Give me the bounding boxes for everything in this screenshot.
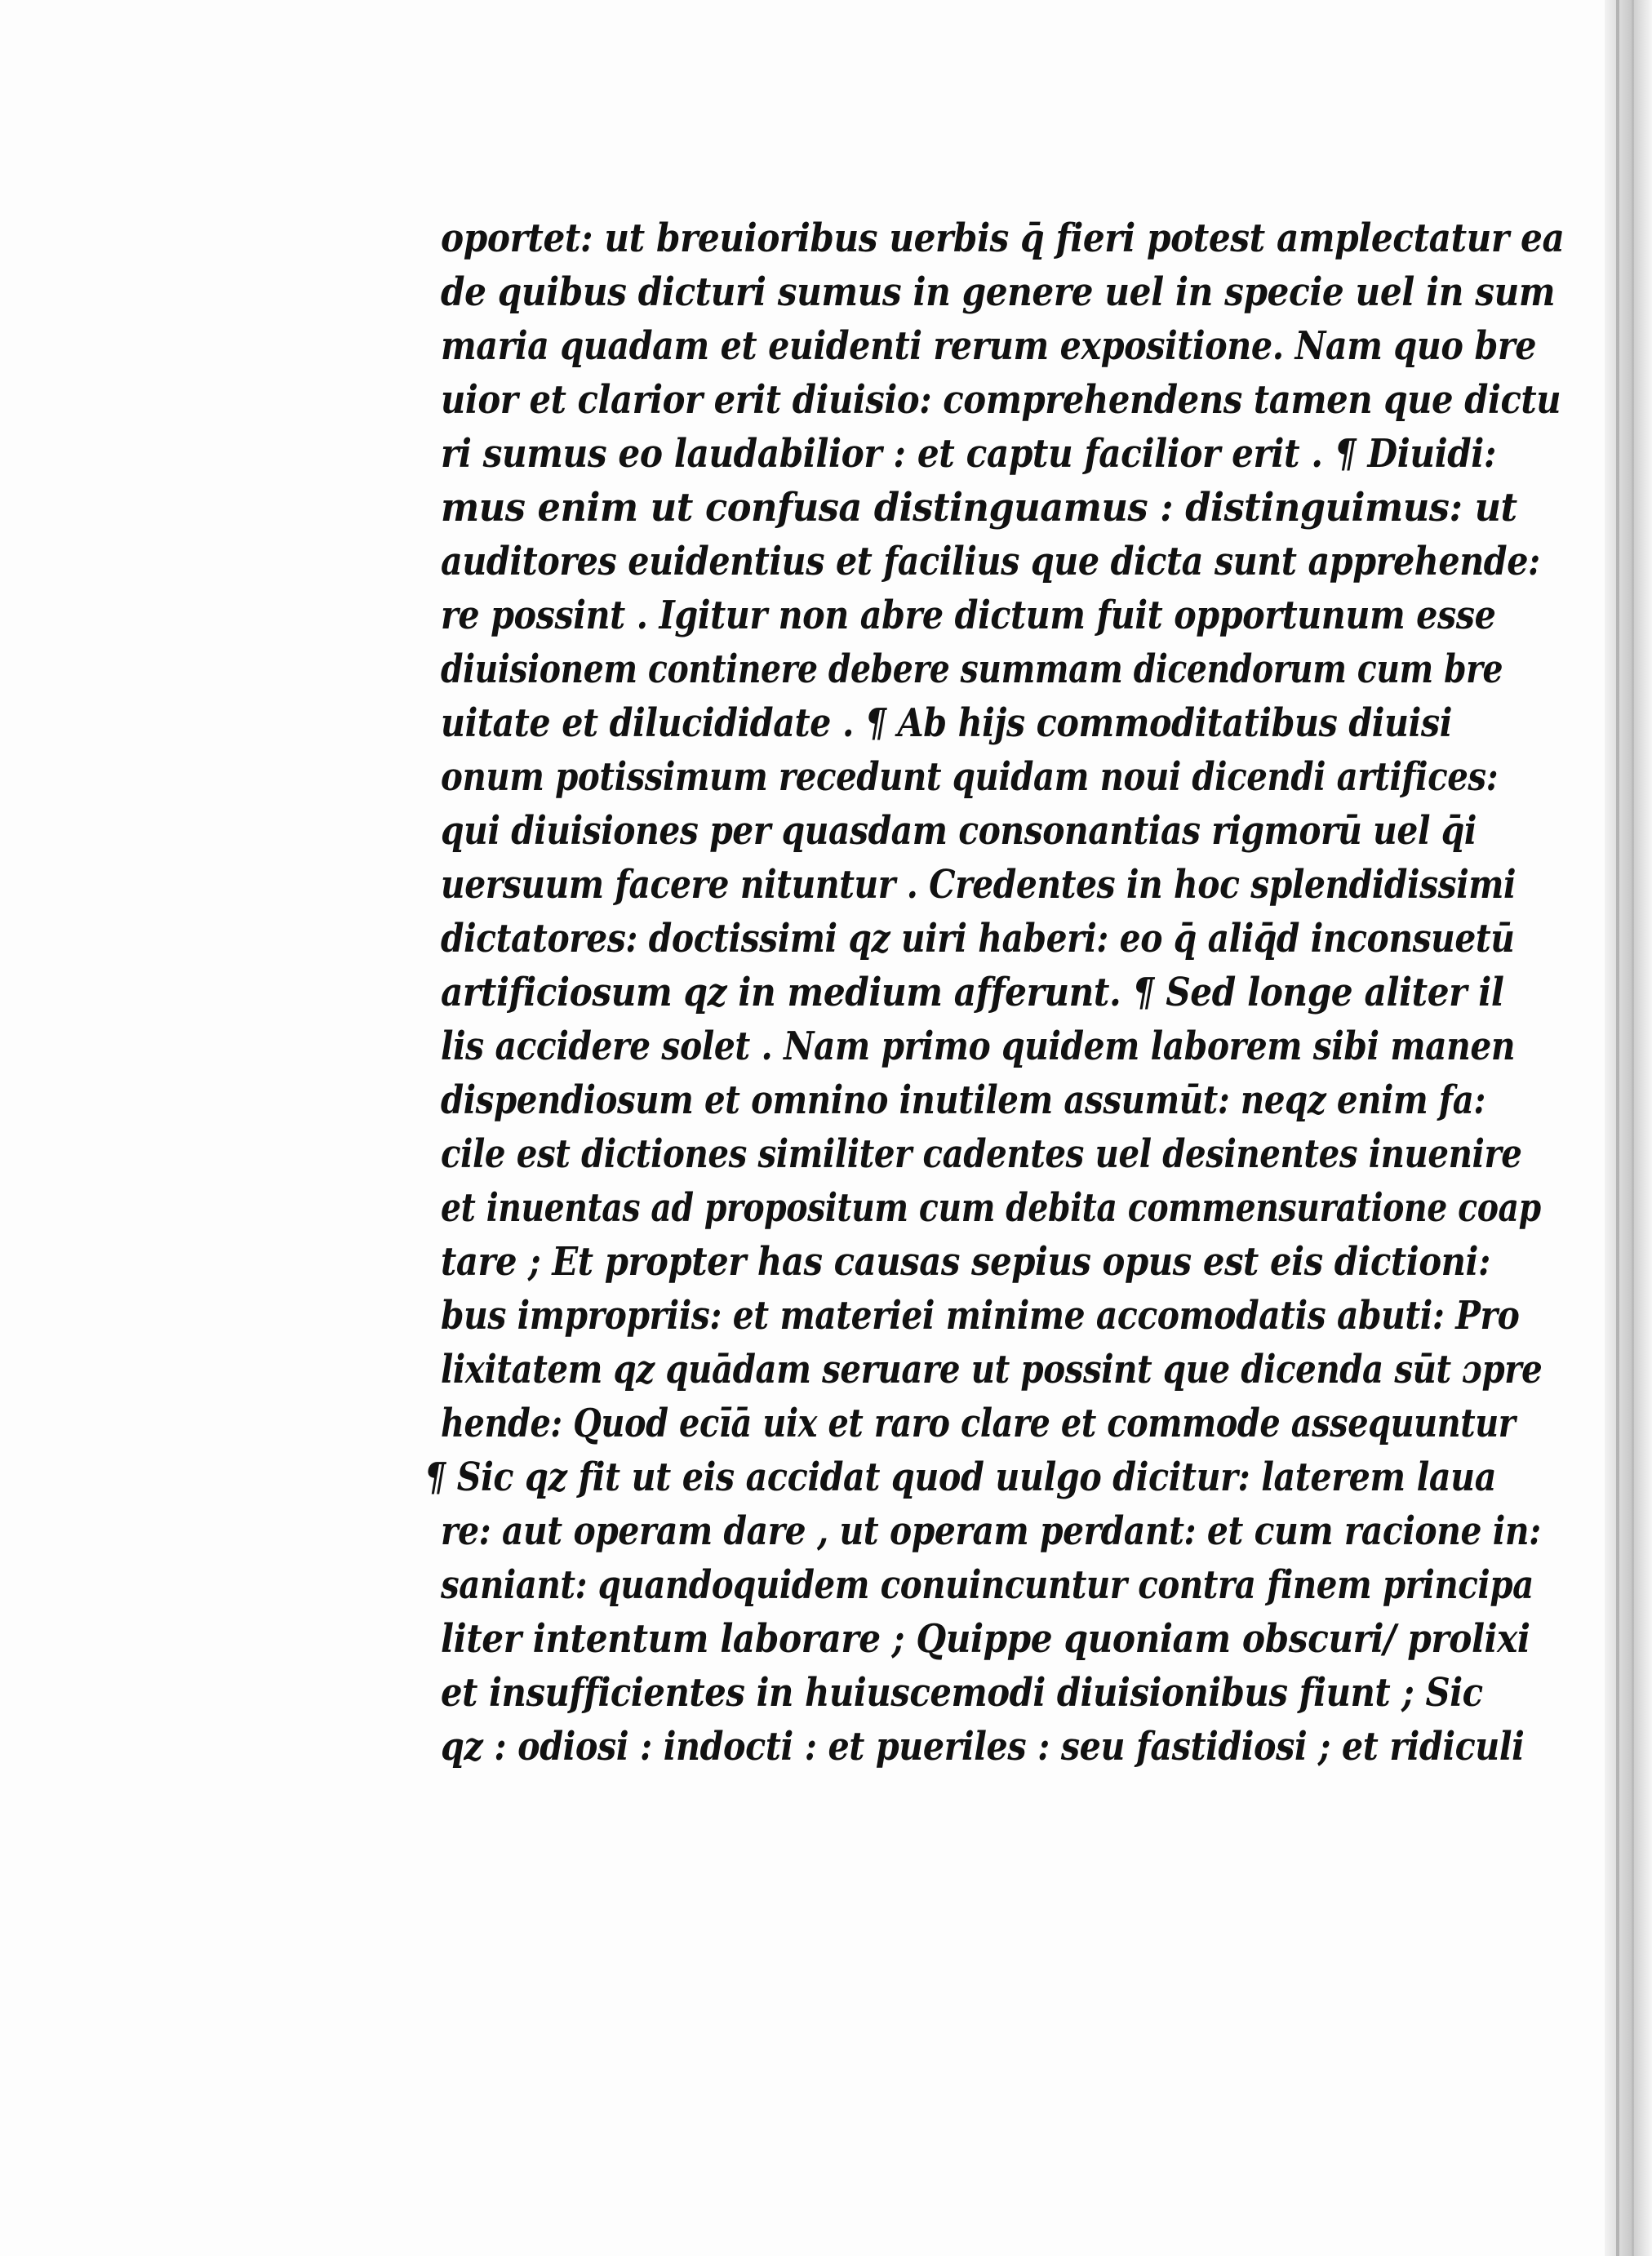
- binding-edge: [1605, 0, 1652, 2256]
- text-line: ¶ Sic qz fit ut eis accidat quod uulgo dicitur: laterem laua: [424, 1454, 1497, 1500]
- text-line: tare ; Et propter has causas sepius opus est eis dictioni:: [441, 1239, 1490, 1285]
- text-line: re possint . Igitur non abre dictum fuit opportunum esse: [441, 593, 1496, 638]
- text-line: liter intentum laborare ; Quippe quoniam obscuri/ prolixi: [441, 1616, 1530, 1662]
- text-line: qui diuisiones per quasdam consonantias rigmorū uel q̄i: [441, 808, 1477, 854]
- text-line: hende: Quod ecīā uix et raro clare et commode assequuntur: [441, 1401, 1516, 1446]
- text-line: uersuum facere nituntur . Credentes in hoc splendidissimi: [441, 862, 1517, 908]
- text-line: bus impropriis: et materiei minime accomodatis abuti: Pro: [441, 1293, 1520, 1339]
- text-line: qz : odiosi : indocti : et pueriles : seu fastidiosi ; et ridiculi: [441, 1724, 1525, 1770]
- text-line: oportet: ut breuioribus uerbis q̄ fieri potest amplectatur ea: [441, 215, 1565, 261]
- text-line: mus enim ut confusa distinguamus : distinguimus: ut: [441, 485, 1517, 531]
- text-line: saniant: quandoquidem conuincuntur contra finem principa: [441, 1562, 1534, 1608]
- text-line: lixitatem qz quādam seruare ut possint que dicenda sūt ɔpre: [441, 1347, 1543, 1392]
- text-line: ri sumus eo laudabilior : et captu facilior erit . ¶ Diuidi:: [441, 431, 1497, 477]
- binding-line-secondary: [1632, 0, 1634, 2256]
- text-line: maria quadam et euidenti rerum expositione. Nam quo bre: [441, 323, 1537, 369]
- text-line: et inuentas ad propositum cum debita commensuratione coap: [441, 1185, 1541, 1231]
- text-line: uior et clarior erit diuisio: comprehendens tamen que dictu: [441, 377, 1561, 423]
- text-line: auditores euidentius et facilius que dicta sunt apprehende:: [441, 539, 1540, 584]
- text-line: re: aut operam dare , ut operam perdant: et cum racione in:: [441, 1508, 1541, 1554]
- text-line: de quibus dicturi sumus in genere uel in specie uel in sum: [441, 269, 1556, 315]
- text-line: artificiosum qz in medium afferunt. ¶ Sed longe aliter il: [441, 970, 1504, 1015]
- text-line: cile est dictiones similiter cadentes uel desinentes inuenire: [441, 1131, 1522, 1177]
- text-line: et insufficientes in huiuscemodi diuisionibus fiunt ; Sic: [441, 1670, 1483, 1716]
- binding-line: [1616, 0, 1619, 2256]
- text-line: diuisionem continere debere summam dicendorum cum bre: [441, 646, 1503, 692]
- text-block: [424, 214, 1565, 1814]
- text-line: dispendiosum et omnino inutilem assumūt: neqz enim fa:: [441, 1077, 1485, 1123]
- text-line: lis accidere solet . Nam primo quidem laborem sibi manen: [441, 1024, 1516, 1069]
- text-line: uitate et dilucididate . ¶ Ab hijs commoditatibus diuisi: [441, 700, 1452, 746]
- text-line: onum potissimum recedunt quidam noui dicendi artifices:: [441, 754, 1499, 800]
- text-line: dictatores: doctissimi qz uiri haberi: eo q̄ aliq̄d inconsuetū: [441, 916, 1515, 961]
